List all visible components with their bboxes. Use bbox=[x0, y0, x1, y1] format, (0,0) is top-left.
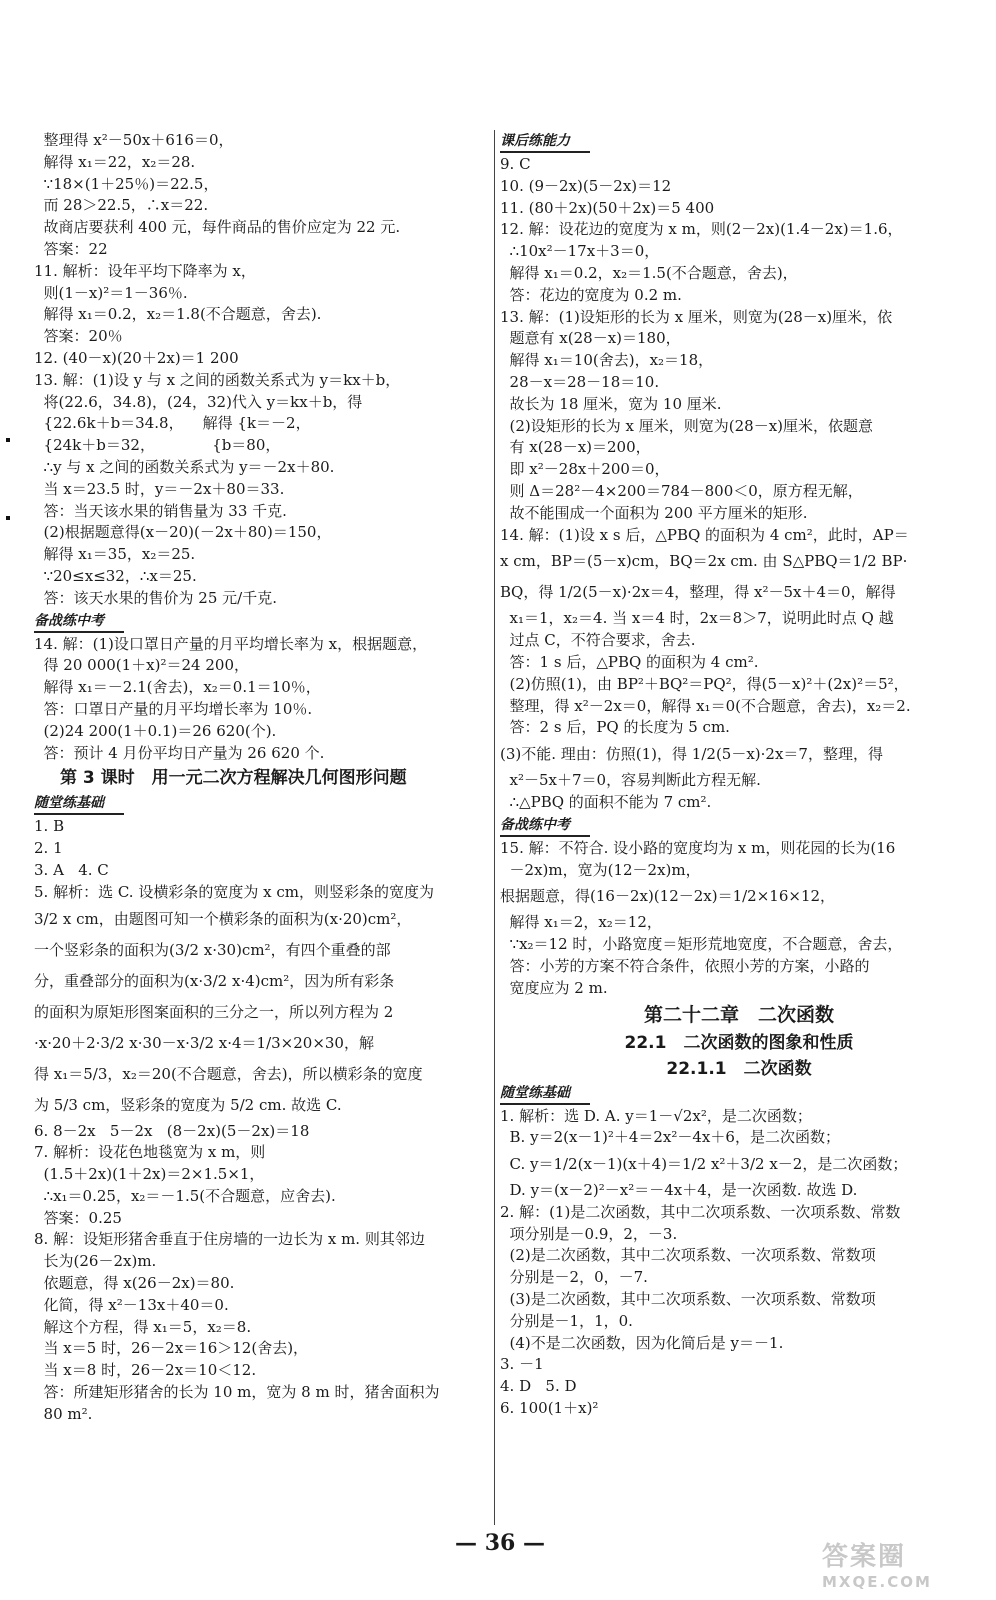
answer-line: {24k＋b＝32， {b＝80， bbox=[34, 436, 281, 455]
answer-line: 依题意，得 x(26－2x)＝80. bbox=[34, 1274, 235, 1293]
answer-line: 5. 解析：选 C. 设横彩条的宽度为 x cm，则竖彩条的宽度为 bbox=[34, 882, 434, 901]
answer-line: 答：当天该水果的销售量为 33 千克. bbox=[34, 501, 287, 520]
answer-line: 28－x＝28－18＝10. bbox=[500, 372, 660, 391]
section-header bbox=[34, 792, 492, 816]
answer-line: 的面积为原矩形图案面积的三分之一，所以列方程为 2 bbox=[34, 1002, 394, 1021]
answer-line: (2)仿照(1)，由 BP²＋BQ²＝PQ²，得(5－x)²＋(2x)²＝5²， bbox=[500, 674, 909, 693]
section-label: 课后练能力 bbox=[500, 132, 590, 153]
answer-line: 1. B bbox=[34, 817, 65, 836]
answer-line: 有 x(28－x)＝200， bbox=[500, 438, 651, 457]
answer-line: 当 x＝23.5 时，y＝－2x＋80＝33. bbox=[34, 479, 285, 498]
answer-line: 解得 x₁＝－2.1(舍去)，x₂＝0.1＝10％， bbox=[34, 678, 321, 697]
answer-line: 11. (80＋2x)(50＋2x)＝5 400 bbox=[500, 198, 715, 217]
answer-line: 6. 100(1＋x)² bbox=[500, 1399, 599, 1418]
section-header bbox=[500, 814, 978, 838]
section-label: 随堂练基础 bbox=[34, 794, 124, 815]
watermark-cn: 答案圈 bbox=[822, 1542, 907, 1572]
answer-line: 整理，得 x²－2x＝0，解得 x₁＝0(不合题意，舍去)，x₂＝2. bbox=[500, 696, 911, 715]
answer-line: (2)是二次函数，其中二次项系数、一次项系数、常数项 bbox=[500, 1246, 876, 1265]
answer-line: {22.6k＋b＝34.8， 解得 {k＝－2， bbox=[34, 414, 311, 433]
section-header bbox=[500, 1082, 978, 1106]
answer-line: 即 x²－28x＋200＝0， bbox=[500, 460, 670, 479]
answer-line: ·x·20＋2·3/2 x·30－x·3/2 x·4＝1/3×20×30，解 bbox=[34, 1033, 374, 1052]
answer-line: 化简，得 x²－13x＋40＝0. bbox=[34, 1295, 229, 1314]
answer-line: 13. 解：(1)设矩形的长为 x 厘米，则宽为(28－x)厘米，依 bbox=[500, 307, 893, 326]
answer-line: 则(1－x)²＝1－36％. bbox=[34, 283, 188, 302]
section-label: 备战练中考 bbox=[500, 816, 590, 837]
watermark-en: MXQE.COM bbox=[822, 1573, 932, 1591]
section-title: 22.1 二次函数的图象和性质 bbox=[624, 1032, 854, 1053]
answer-line: 过点 C，不符合要求，舍去. bbox=[500, 631, 696, 650]
answer-line: 8. 解：设矩形猪舍垂直于住房墙的一边长为 x m. 则其邻边 bbox=[34, 1230, 425, 1249]
answer-line: 分别是－2，0，－7. bbox=[500, 1268, 648, 1287]
answer-line: (3)是二次函数，其中二次项系数、一次项系数、常数项 bbox=[500, 1290, 876, 1309]
column-divider bbox=[494, 130, 495, 1525]
answer-line: 整理得 x²－50x＋616＝0， bbox=[34, 131, 234, 149]
answer-line: 解得 x₁＝35，x₂＝25. bbox=[34, 545, 196, 564]
answer-line: (2)设矩形的长为 x 厘米，则宽为(28－x)厘米，依题意 bbox=[500, 416, 874, 435]
answer-line: 4. D 5. D bbox=[500, 1377, 577, 1396]
answer-line: ∵x₂＝12 时，小路宽度＝矩形荒地宽度，不合题意，舍去， bbox=[500, 935, 903, 954]
answer-line: 解得 x₁＝0.2，x₂＝1.8(不合题意，舍去). bbox=[34, 305, 322, 324]
answer-line: 一个竖彩条的面积为(3/2 x·30)cm²，有四个重叠的部 bbox=[34, 940, 391, 959]
answer-line: 答案：20％ bbox=[34, 327, 123, 346]
answer-line: 9. C bbox=[500, 155, 531, 173]
answer-line: ∴y 与 x 之间的函数关系式为 y＝－2x＋80. bbox=[34, 457, 335, 476]
answer-line: 15. 解：不符合. 设小路的宽度均为 x m，则花园的长为(16 bbox=[500, 838, 896, 857]
answer-line: 答案：0.25 bbox=[34, 1208, 122, 1227]
answer-line: 故长为 18 厘米，宽为 10 厘米. bbox=[500, 394, 722, 413]
answer-line: x₁＝1，x₂＝4. 当 x＝4 时，2x＝8＞7，说明此时点 Q 越 bbox=[500, 609, 894, 628]
answer-line: 解这个方程，得 x₁＝5，x₂＝8. bbox=[34, 1317, 252, 1336]
answer-line: 故不能围成一个面积为 200 平方厘米的矩形. bbox=[500, 503, 808, 522]
answer-line: 14. 解：(1)设口罩日产量的月平均增长率为 x，根据题意， bbox=[34, 634, 428, 653]
section-label: 备战练中考 bbox=[34, 612, 124, 633]
answer-line: ∴x₁＝0.25，x₂＝－1.5(不合题意，应舍去). bbox=[34, 1186, 336, 1205]
answer-line: 宽度应为 2 m. bbox=[500, 978, 608, 997]
answer-line: 而 28＞22.5，∴x＝22. bbox=[34, 196, 209, 215]
answer-line: BQ，得 1/2(5－x)·2x＝4，整理，得 x²－5x＋4＝0，解得 bbox=[500, 583, 896, 602]
answer-line: B. y＝2(x－1)²＋4＝2x²－4x＋6，是二次函数； bbox=[500, 1128, 840, 1147]
margin-mark bbox=[6, 516, 10, 520]
answer-line: 12. 解：设花边的宽度为 x m，则(2－2x)(1.4－2x)＝1.6， bbox=[500, 220, 903, 239]
page-number: — 36 — bbox=[455, 1530, 545, 1556]
answer-line: 答：预计 4 月份平均日产量为 26 620 个. bbox=[34, 743, 325, 762]
answer-line: 3/2 x cm，由题图可知一个横彩条的面积为(x·20)cm²， bbox=[34, 909, 412, 928]
answer-line: D. y＝(x－2)²－x²＝－4x＋4，是一次函数. 故选 D. bbox=[500, 1181, 858, 1200]
right-column bbox=[500, 130, 978, 1420]
answer-line: 则 Δ＝28²－4×200＝784－800＜0，原方程无解， bbox=[500, 481, 863, 500]
section-label: 随堂练基础 bbox=[500, 1084, 590, 1105]
section-header bbox=[500, 130, 978, 154]
answer-line: ∴10x²－17x＋3＝0， bbox=[500, 242, 660, 261]
answer-line: 故商店要获利 400 元，每件商品的售价应定为 22 元. bbox=[34, 218, 401, 237]
answer-line: 得 x₁＝5/3，x₂＝20(不合题意，舍去)，所以横彩条的宽度 bbox=[34, 1064, 423, 1083]
answer-line: 13. 解：(1)设 y 与 x 之间的函数关系式为 y＝kx＋b， bbox=[34, 370, 401, 389]
answer-line: (1.5＋2x)(1＋2x)＝2×1.5×1， bbox=[34, 1165, 265, 1184]
answer-line: 答：1 s 后，△PBQ 的面积为 4 cm². bbox=[500, 652, 759, 671]
answer-line: 答：该天水果的售价为 25 元/千克. bbox=[34, 588, 277, 607]
answer-line: 分别是－1，1，0. bbox=[500, 1311, 633, 1330]
answer-line: ∵20≤x≤32，∴x＝25. bbox=[34, 566, 197, 585]
answer-line: (2)根据题意得(x－20)(－2x＋80)＝150， bbox=[34, 523, 332, 542]
answer-line: 当 x＝5 时，26－2x＝16＞12(舍去)， bbox=[34, 1339, 309, 1358]
answer-line: 长为(26－2x)m. bbox=[34, 1252, 157, 1271]
answer-line: 得 20 000(1＋x)²＝24 200， bbox=[34, 656, 249, 675]
answer-line: 3. －1 bbox=[500, 1355, 544, 1374]
answer-line: 当 x＝8 时，26－2x＝10＜12. bbox=[34, 1361, 257, 1380]
answer-line: 答案：22 bbox=[34, 239, 108, 258]
chapter-title: 第二十二章 二次函数 bbox=[643, 1003, 834, 1026]
answer-line: 2. 解：(1)是二次函数，其中二次项系数、一次项系数、常数 bbox=[500, 1202, 901, 1221]
answer-line: (4)不是二次函数，因为化简后是 y＝－1. bbox=[500, 1333, 784, 1352]
answer-line: 11. 解析：设年平均下降率为 x， bbox=[34, 261, 256, 280]
answer-line: 解得 x₁＝2，x₂＝12， bbox=[500, 913, 662, 932]
answer-line: x cm，BP＝(5－x)cm，BQ＝2x cm. 由 S△PBQ＝1/2 BP· bbox=[500, 552, 908, 571]
answer-line: 2. 1 bbox=[34, 839, 63, 858]
answer-line: 12. (40－x)(20＋2x)＝1 200 bbox=[34, 348, 239, 367]
answer-line: 6. 8－2x 5－2x (8－2x)(5－2x)＝18 bbox=[34, 1121, 310, 1140]
answer-line: 解得 x₁＝10(舍去)，x₂＝18， bbox=[500, 351, 714, 370]
answer-line: 答：小芳的方案不符合条件，依照小芳的方案，小路的 bbox=[500, 956, 870, 975]
answer-line: 1. 解析：选 D. A. y＝1－√2x²，是二次函数； bbox=[500, 1106, 812, 1125]
answer-line: 10. (9－2x)(5－2x)＝12 bbox=[500, 176, 672, 195]
answer-line: 答：花边的宽度为 0.2 m. bbox=[500, 285, 682, 304]
answer-line: (2)24 200(1＋0.1)＝26 620(个). bbox=[34, 721, 277, 740]
answer-line: 80 m². bbox=[34, 1404, 93, 1423]
lesson-title: 第 3 课时 用一元二次方程解决几何图形问题 bbox=[60, 768, 407, 789]
answer-line: x²－5x＋7＝0，容易判断此方程无解. bbox=[500, 771, 761, 790]
subsection-title: 22.1.1 二次函数 bbox=[666, 1058, 812, 1079]
answer-line: C. y＝1/2(x－1)(x＋4)＝1/2 x²＋3/2 x－2，是二次函数； bbox=[500, 1155, 908, 1174]
answer-line: 7. 解析：设花色地毯宽为 x m，则 bbox=[34, 1143, 266, 1162]
watermark-logo bbox=[822, 1536, 972, 1594]
margin-mark bbox=[6, 438, 10, 442]
answer-line: 答：所建矩形猪舍的长为 10 m，宽为 8 m 时，猪舍面积为 bbox=[34, 1383, 440, 1402]
answer-line: (3)不能. 理由：仿照(1)，得 1/2(5－x)·2x＝7，整理，得 bbox=[500, 745, 883, 764]
answer-line: ∴△PBQ 的面积不能为 7 cm². bbox=[500, 792, 712, 811]
answer-line: －2x)m，宽为(12－2x)m， bbox=[500, 860, 701, 879]
answer-line: 解得 x₁＝0.2，x₂＝1.5(不合题意，舍去)， bbox=[500, 263, 798, 282]
answer-line: 将(22.6，34.8)，(24，32)代入 y＝kx＋b，得 bbox=[34, 392, 363, 411]
answer-line: 3. A 4. C bbox=[34, 860, 109, 879]
answer-line: 解得 x₁＝22，x₂＝28. bbox=[34, 152, 196, 171]
answer-line: 答：口罩日产量的月平均增长率为 10％. bbox=[34, 699, 313, 718]
answer-line: 根据题意，得(16－2x)(12－2x)＝1/2×16×12， bbox=[500, 887, 836, 906]
answer-line: 答：2 s 后，PQ 的长度为 5 cm. bbox=[500, 718, 730, 737]
answer-line: ∵18×(1＋25％)＝22.5， bbox=[34, 174, 219, 193]
left-column bbox=[34, 130, 492, 1426]
section-header bbox=[34, 610, 492, 634]
answer-line: 题意有 x(28－x)＝180， bbox=[500, 329, 681, 348]
answer-line: 14. 解：(1)设 x s 后，△PBQ 的面积为 4 cm²，此时，AP＝ bbox=[500, 525, 909, 544]
answer-line: 分，重叠部分的面积为(x·3/2 x·4)cm²，因为所有彩条 bbox=[34, 971, 395, 990]
answer-line: 为 5/3 cm，竖彩条的宽度为 5/2 cm. 故选 C. bbox=[34, 1095, 342, 1114]
answer-line: 项分别是－0.9，2，－3. bbox=[500, 1224, 678, 1243]
